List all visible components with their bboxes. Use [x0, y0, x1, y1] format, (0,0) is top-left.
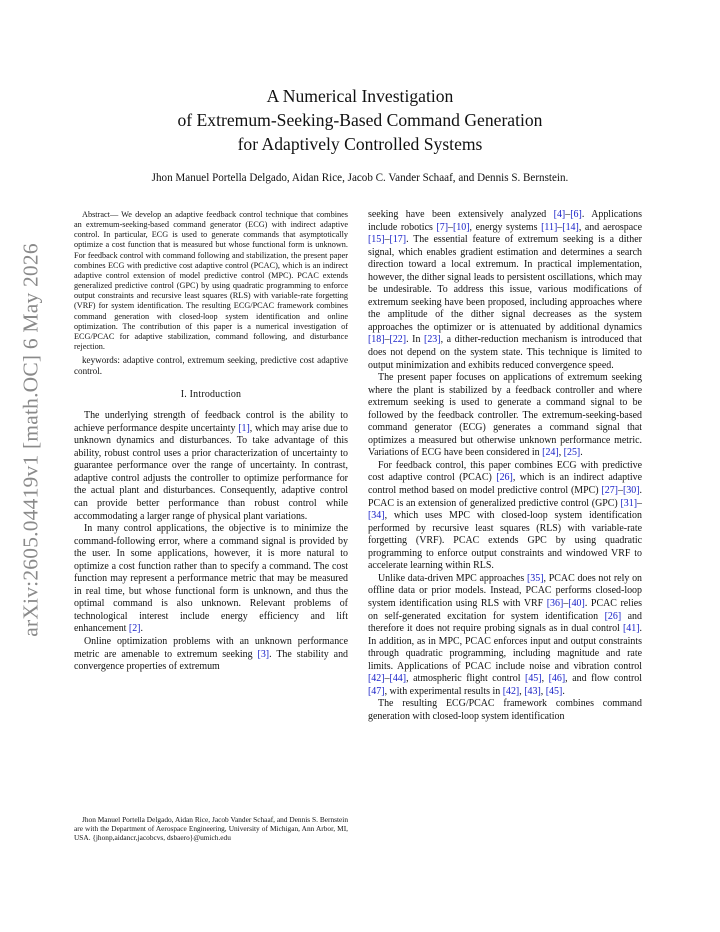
citation-link[interactable]: [45]: [545, 685, 563, 697]
left-column: [74, 210, 348, 674]
citation-link[interactable]: [42]: [368, 673, 385, 685]
citation-link[interactable]: [26]: [604, 610, 622, 622]
section-heading-introduction: I. Introduction: [180, 388, 242, 400]
citation-link[interactable]: [10]: [452, 221, 470, 233]
citation-link[interactable]: [14]: [562, 221, 579, 233]
intro-paragraph-continued: seeking have been extensively analyzed [4]–[6]. Applications include robotics [7]–[10], energy systems [11]–[14], and aerospace [15]–[17]. The essential feature of extremum seeking is a dither signal, which enables gradient estimation and determines a search direction toward a local extremum. In practical implementation, however, the dither signal leads to persistent oscillations, which may be undesirable. To address this issue, various modifications of extremum seeking have been proposed, including approaches where the amplitude of the dither signal decreases as the system approaches the optimizer or is attenuated by additional dynamics [18]–[22]. In [23], a dither-reduction mechanism is introduced that does not depend on the system state. This technique is limited to output minimization and exhibits reduced convergence speed.: [368, 209, 643, 371]
right-column: [368, 209, 642, 723]
citation-link[interactable]: [7]: [436, 221, 449, 233]
intro-paragraph-4: The present paper focuses on applications of extremum seeking where the plant is stabilized by a feedback controller and where extremum seeking is used to generate a command signal to be followed by the feedback controller. The extremum-seeking-based command generator (ECG) generates a command signal that optimizes a measured but otherwise unknown performance metric. Variations of ECG have been considered in [24], [25].: [368, 372, 642, 459]
citation-link[interactable]: [18]: [368, 334, 385, 346]
citation-link[interactable]: [45]: [525, 673, 542, 685]
citation-link[interactable]: [23]: [424, 334, 441, 346]
citation-link[interactable]: [42]: [502, 685, 520, 697]
citation-link[interactable]: [30]: [622, 485, 640, 497]
author-affiliation-footnote: [74, 816, 348, 843]
citation-link[interactable]: [27]: [601, 485, 618, 497]
author-list: Jhon Manuel Portella Delgado, Aidan Rice, Jacob C. Vander Schaaf, and Dennis S. Bernstein.: [151, 172, 569, 184]
keywords: keywords: adaptive control, extremum seeking, predictive cost adaptive control.: [74, 355, 348, 377]
citation-link[interactable]: [6]: [570, 209, 582, 220]
intro-paragraph-2: In many control applications, the objective is to minimize the command-following error, where a command signal is provided by the user. In some applications, however, it is more natural to optimize a cost function rather than to specify a command. The cost function may represent a performance metric that may be measured in real time, but whose functional form is unknown, and thus the optimal command is also unknown. Relevant problems of technological interest include energy efficiency and lift enhancement [2].: [74, 523, 348, 635]
citation-link[interactable]: [3]: [257, 648, 270, 660]
title-line-1: A Numerical Investigation: [266, 86, 454, 106]
citation-link[interactable]: [24]: [542, 447, 559, 459]
title-line-3: for Adaptively Controlled Systems: [237, 134, 483, 154]
citation-link[interactable]: [17]: [389, 234, 407, 246]
intro-paragraph-3: Online optimization problems with an unknown performance metric are amenable to extremum seeking [3]. The stability and convergence properties of extremum: [74, 635, 349, 673]
citation-link[interactable]: [44]: [389, 673, 407, 685]
citation-link[interactable]: [34]: [368, 510, 385, 522]
title-line-2: of Extremum-Seeking-Based Command Generation: [177, 110, 543, 130]
intro-paragraph-7: The resulting ECG/PCAC framework combines command generation with closed-loop system identification: [368, 698, 642, 722]
abstract: Abstract— We develop an adaptive feedback control technique that combines an extremum-seeking-based command generator (ECG) with indirect adaptive control. In particular, ECG is used to generate commands that asymptotically optimize a cost function that is measured but whose functional form is unknown. For feedback control with command following and stabilization, the present paper combines ECG with predictive cost adaptive control (PCAC), which is an indirect adaptive control extension of model predictive control (MPC). PCAC extends generalized predictive control (GPC) by using quadratic programming to enforce output constraints and recursive least squares (RLS) with variable-rate forgetting (VRF) for system identification. The resulting ECG/PCAC framework combines command generation with closed-loop system identification and online optimization. The contribution of this paper is a numerical investigation of ECG/PCAC for adaptive stabilization, command following, and disturbance rejection.: [74, 210, 348, 352]
paper-title: [80, 84, 640, 156]
citation-link[interactable]: [11]: [541, 221, 558, 233]
citation-link[interactable]: [26]: [496, 472, 513, 484]
citation-link[interactable]: [22]: [389, 334, 407, 346]
citation-link[interactable]: [4]: [553, 209, 566, 220]
citation-link[interactable]: [43]: [524, 685, 541, 697]
citation-link[interactable]: [40]: [568, 597, 585, 609]
citation-link[interactable]: [47]: [368, 685, 385, 697]
citation-link[interactable]: [35]: [526, 572, 544, 584]
arxiv-identifier: arXiv:2605.04419v1 [math.OC] 6 May 2026: [18, 243, 43, 637]
citation-link[interactable]: [46]: [548, 673, 566, 685]
citation-link[interactable]: [25]: [563, 447, 581, 459]
intro-paragraph-5: For feedback control, this paper combines ECG with predictive cost adaptive control (PCAC) [26], which is an indirect adaptive control method based on model predictive control (MPC) [27]–[30]. PCAC is an extension of generalized predictive control (GPC) [31]–[34], which uses MPC with closed-loop system identification performed by recursive least squares (RLS) with variable-rate forgetting (VRF). PCAC extends GPC by using quadratic programming to enforce output constraints and windowed VRF to accelerate learning within RLS.: [368, 459, 642, 572]
citation-link[interactable]: [31]: [620, 497, 638, 509]
intro-paragraph-6: Unlike data-driven MPC approaches [35], PCAC does not rely on offline data or prior models. Instead, PCAC performs closed-loop system identification using RLS with VRF [36]–[40]. PCAC relies on self-generated excitation for system identification [26] and therefore it does not require probing signals as in dual control [41]. In addition, as in MPC, PCAC enforces input and output constraints through quadratic programming, including magnitude and rate limits. Applications of PCAC include noise and vibration control [42]–[44], atmospheric flight control [45], [46], and flow control [47], with experimental results in [42], [43], [45].: [368, 572, 643, 697]
footnote-text: Jhon Manuel Portella Delgado, Aidan Rice, Jacob Vander Schaaf, and Dennis S. Bernstein are with the Department of Aerospace Engineering, University of Michigan, Ann Arbor, MI, USA. {jhonp,aidancr,jacobcvs, dsbaero}@umich.edu: [74, 815, 348, 842]
citation-link[interactable]: [1]: [238, 422, 250, 434]
citation-link[interactable]: [36]: [546, 597, 564, 609]
arxiv-sidebar: [6, 205, 56, 675]
citation-link[interactable]: [15]: [368, 234, 385, 246]
citation-link[interactable]: [2]: [128, 623, 141, 635]
intro-paragraph-1: The underlying strength of feedback control is the ability to achieve performance despite uncertainty [1], which may arise due to unknown dynamics and disturbances. To take advantage of this ability, robust control uses a prior characterization of uncertainty to guarantee performance over the range of uncertainty. In contrast, adaptive control adjusts the controller to optimize performance for the actual plant and disturbances. Consequently, adaptive control can provide better performance than robust control while accommodating a larger range of physical plant variations.: [74, 410, 348, 522]
citation-link[interactable]: [41]: [622, 623, 640, 635]
